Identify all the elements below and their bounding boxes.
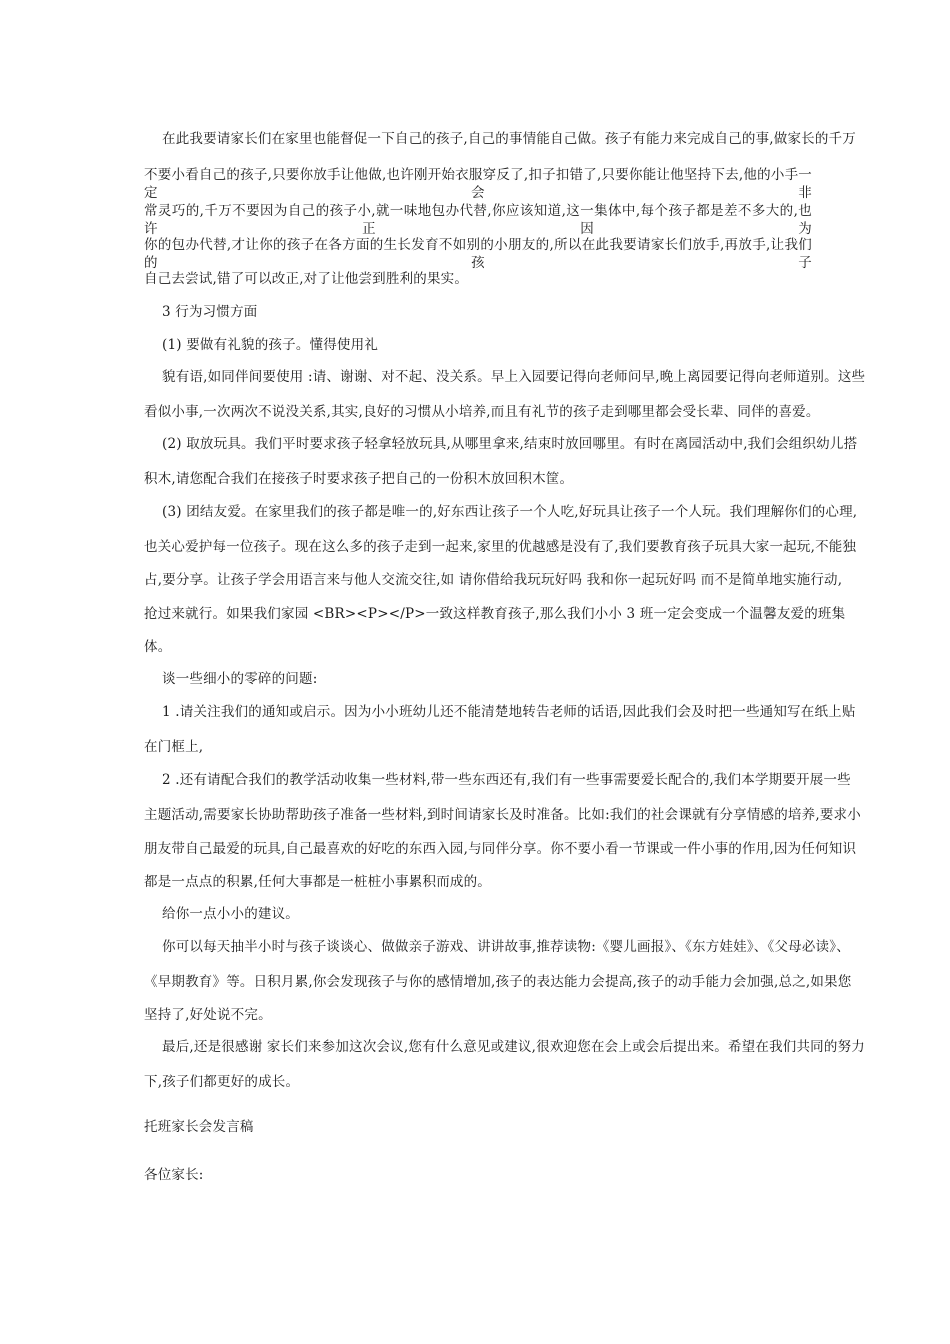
paragraph-line: 最后,还是很感谢 家长们来参加这次会议,您有什么意见或建议,很欢迎您在会上或会后提出来。希望在我们共同的努力	[162, 1039, 865, 1055]
paragraph-line: 貌有语,如同伴间要使用 :请、谢谢、对不起、没关系。早上入园要记得向老师问早,晚上离园要记得向老师道别。这些	[162, 369, 866, 385]
paragraph-line: 下,孩子们都更好的成长。	[144, 1074, 300, 1090]
salutation: 各位家长:	[144, 1167, 204, 1183]
list-item: 2 .还有请配合我们的教学活动收集一些材料,带一些东西还有,我们有一些事需要爱长配合的,我们本学期要开展一些	[162, 772, 851, 788]
paragraph-line: 主题活动,需要家长协助帮助孩子准备一些材料,到时间请家长及时准备。比如:我们的社会课就有分享情感的培养,要求小	[144, 807, 861, 823]
paragraph-line: 坚持了,好处说不完。	[144, 1007, 272, 1023]
list-item: (3) 团结友爱。在家里我们的孩子都是唯一的,好东西让孩子一个人吃,好玩具让孩子一个人玩。我们理解你们的心理,	[162, 504, 858, 520]
paragraph-line: 在此我要请家长们在家里也能督促一下自己的孩子,自己的事情能自己做。孩子有能力来完成自己的事,做家长的千万	[162, 131, 856, 147]
paragraph-line: 都是一点点的积累,任何大事都是一桩桩小事累积而成的。	[144, 874, 491, 890]
paragraph-line: 体。	[144, 639, 172, 655]
document-title: 托班家长会发言稿	[144, 1119, 254, 1135]
paragraph-line: 看似小事,一次两次不说没关系,其实,良好的习惯从小培养,而且有礼节的孩子走到哪里都会受长辈、同伴的喜爱。	[144, 404, 820, 420]
paragraph-line: 给你一点小小的建议。	[162, 906, 299, 922]
paragraph-line: 谈一些细小的零碎的问题:	[162, 671, 318, 687]
paragraph-line: 抢过来就行。如果我们家园 <BR><P></P>一致这样教育孩子,那么我们小小 3 班一定会变成一个温馨友爱的班集	[144, 606, 846, 622]
paragraph-line: 你可以每天抽半小时与孩子谈谈心、做做亲子游戏、讲讲故事,推荐读物:《婴儿画报》、《东方娃娃》、《父母必读》、	[162, 939, 850, 955]
paragraph-line: 积木,请您配合我们在接孩子时要求孩子把自己的一份积木放回积木筐。	[144, 471, 574, 487]
paragraph-line: 朋友带自己最爱的玩具,自己最喜欢的好吃的东西入园,与同伴分享。你不要小看一节课或一件小事的作用,因为任何知识	[144, 841, 857, 857]
section-heading: 3 行为习惯方面	[162, 304, 258, 320]
list-item-heading: (1) 要做有礼貌的孩子。懂得使用礼	[162, 337, 379, 353]
paragraph-line: 《早期教育》等。日积月累,你会发现孩子与你的感情增加,孩子的表达能力会提高,孩子的动手能力会加强,总之,如果您	[144, 974, 852, 990]
list-item: 1 .请关注我们的通知或启示。因为小小班幼儿还不能清楚地转告老师的话语,因此我们会及时把一些通知写在纸上贴	[162, 704, 856, 720]
list-item: (2) 取放玩具。我们平时要求孩子轻拿轻放玩具,从哪里拿来,结束时放回哪里。有时在离园活动中,我们会组织幼儿搭	[162, 436, 858, 452]
paragraph-line: 占,要分享。让孩子学会用语言来与他人交流交往,如 请你借给我玩玩好吗 我和你一起玩好吗 而不是简单地实施行动,	[144, 572, 843, 588]
paragraph-line: 你的包办代替,才让你的孩子在各方面的生长发育不如别的小朋友的,所以在此我要请家长们放手,再放手,让我们的孩子	[144, 237, 812, 271]
paragraph-line: 也关心爱护每一位孩子。现在这么多的孩子走到一起来,家里的优越感是没有了,我们要教育孩子玩具大家一起玩,不能独	[144, 539, 857, 555]
paragraph-line: 常灵巧的,千万不要因为自己的孩子小,就一味地包办代替,你应该知道,这一集体中,每个孩子都是差不多大的,也许正因为	[144, 203, 812, 237]
paragraph-line: 在门框上,	[144, 739, 204, 755]
paragraph-line: 自己去尝试,错了可以改正,对了让他尝到胜利的果实。	[144, 271, 469, 287]
paragraph-line: 不要小看自己的孩子,只要你放手让他做,也许刚开始衣服穿反了,扣子扣错了,只要你能让他坚持下去,他的小手一定会非	[144, 167, 812, 201]
